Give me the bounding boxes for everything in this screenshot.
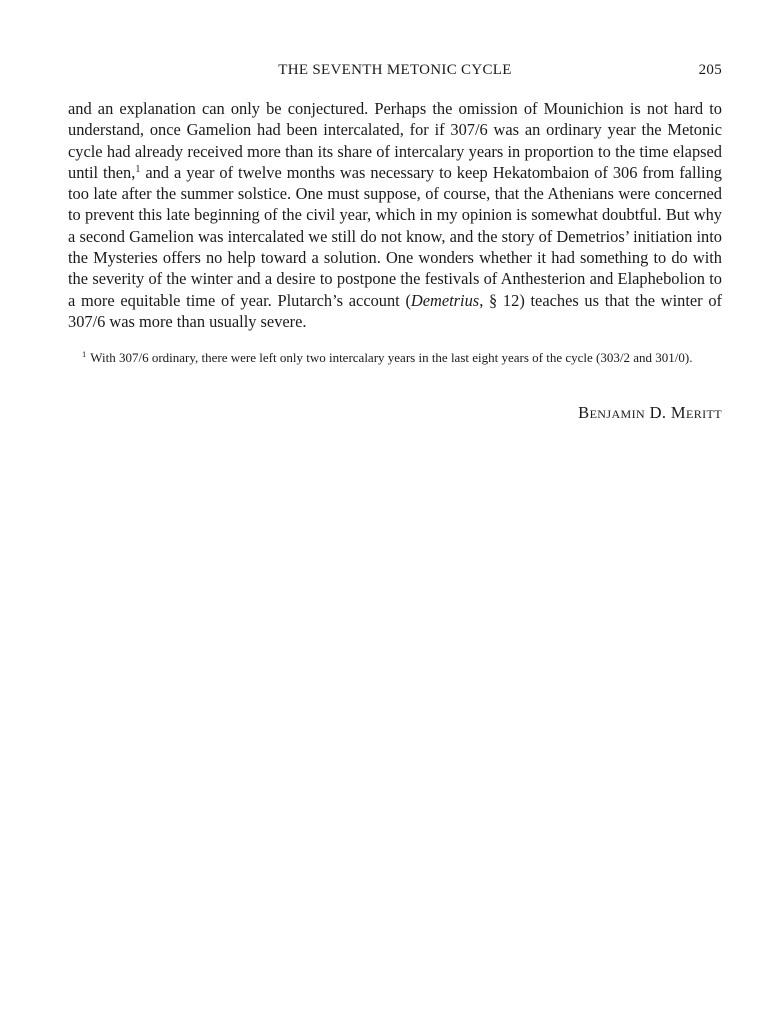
body-text-part-3: , § 12) teaches us that the winter of 307/6 was more than usually severe. (68, 290, 722, 331)
running-title: THE SEVENTH METONIC CYCLE (278, 62, 512, 78)
body-paragraph (68, 98, 722, 332)
body-text-part-2: and a year of twelve months was necessary to keep Hekatombaion of 306 from falling too late after the summer solstice. One must suppose, of course, that the Athenians were concerned to prevent this late beginning of the civil year, which in my opinion is somewhat doubtful. But why a second Gamelion was intercalated we still do not know, and the story of Demetrios’ initiation into the Mysteries offers no help toward a solution. One wonders whether it had something to do with the severity of the winter and a desire to postpone the festivals of Anthesterion and Elaphebolion to a more equitable time of year. Plutarch’s account ( (68, 162, 722, 310)
footnote-marker: 1 (82, 348, 87, 359)
author-signature: Benjamin D. Meritt (578, 402, 722, 422)
page (68, 62, 722, 423)
footnote (68, 349, 722, 367)
running-head (68, 62, 722, 84)
work-title-italic: Demetrius (410, 290, 480, 310)
body-text-part-1: and an explanation can only be conjectured. Perhaps the omission of Mounichion is not hard to understand, once Gamelion had been intercalated, for if 307/6 was an ordinary year the Metonic cycle had already received more than its share of intercalary years in proportion to the time elapsed until then, (68, 99, 722, 182)
footnote-reference: 1 (135, 163, 141, 175)
footnote-text: With 307/6 ordinary, there were left only two intercalary years in the last eight years of the cycle (303/2 and 301/0). (90, 349, 693, 365)
page-number: 205 (698, 62, 722, 78)
